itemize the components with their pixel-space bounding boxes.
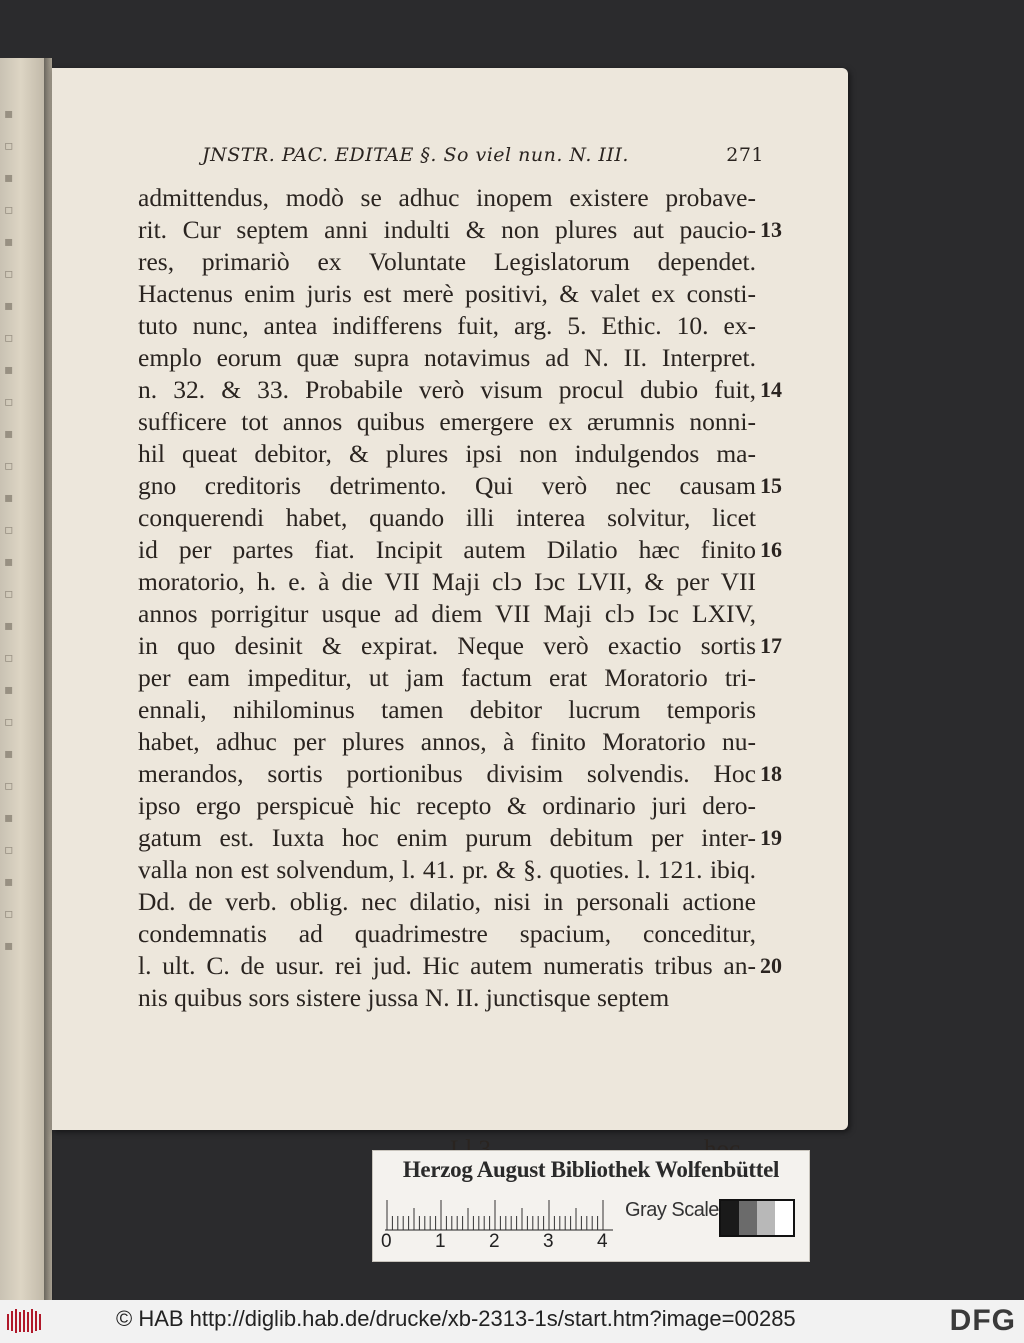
line-text: res, primariò ex Voluntate Legislatorum dependet. [138, 247, 756, 276]
marginal-number: 13 [760, 217, 782, 242]
line-text: in quo desinit & expirat. Neque verò exactio sortis [138, 631, 756, 660]
line-text: gatum est. Iuxta hoc enim purum debitum per inter- [138, 823, 756, 852]
ruler-label: 3 [543, 1231, 554, 1252]
text-line [138, 470, 788, 502]
text-line [138, 214, 788, 246]
text-line [138, 854, 788, 886]
text-line [138, 790, 788, 822]
line-text: hil queat debitor, & plures ipsi non indulgendos ma- [138, 439, 756, 468]
copyright-url[interactable]: © HAB http://diglib.hab.de/drucke/xb-2313-1s/start.htm?image=00285 [116, 1306, 796, 1331]
text-line [138, 630, 788, 662]
text-line [138, 502, 788, 534]
text-line [138, 566, 788, 598]
marginal-number: 15 [760, 473, 782, 498]
gray-swatch [775, 1201, 793, 1235]
line-text: annos porrigitur usque ad diem VII Maji clↄ Iↄc LXIV, [138, 599, 756, 628]
page-number: 271 [726, 144, 764, 166]
marginal-number: 20 [760, 953, 782, 978]
text-line [138, 822, 788, 854]
text-line [138, 950, 788, 982]
line-text: valla non est solvendum, l. 41. pr. & §. quoties. l. 121. ibiq. [138, 855, 756, 884]
line-text: admittendus, modò se adhuc inopem existere probave- [138, 183, 756, 212]
gray-swatch [757, 1201, 775, 1235]
line-text: gno creditoris detrimento. Qui verò nec causam [138, 471, 756, 500]
line-text: merandos, sortis portionibus divisim solvendis. Hoc [138, 759, 756, 788]
ruler-label: 4 [597, 1231, 608, 1252]
marginal-number: 17 [760, 633, 782, 658]
ruler-scale [385, 1197, 615, 1231]
adjacent-page-marks: ▪ ▫ ▪ ▫ ▪ ▫ ▪ ▫ ▪ ▫ ▪ ▫ ▪ ▫ ▪ ▫ ▪ ▫ ▪ ▫ ▪ ▫ ▪ ▫ ▪ ▫ ▪ [4, 106, 14, 954]
reference-card [372, 1150, 810, 1262]
marginal-number: 16 [760, 537, 782, 562]
body-text [138, 182, 788, 1014]
line-text: Dd. de verb. oblig. nec dilatio, nisi in personali actione [138, 887, 756, 916]
line-text: per eam impeditur, ut jam factum erat Moratorio tri- [138, 663, 756, 692]
marginal-number: 19 [760, 825, 782, 850]
ruler-label: 2 [489, 1231, 500, 1252]
text-line [138, 918, 788, 950]
text-line [138, 694, 788, 726]
text-line [138, 886, 788, 918]
line-text: emplo eorum quæ supra notavimus ad N. II. Interpret. [138, 343, 756, 372]
text-line [138, 246, 788, 278]
line-text: sufficere tot annos quibus emergere ex ærumnis nonni- [138, 407, 756, 436]
line-text: nis quibus sors sistere jussa N. II. junctisque septem [138, 983, 670, 1012]
text-line [138, 438, 788, 470]
line-text: tuto nunc, antea indifferens fuit, arg. 5. Ethic. 10. ex- [138, 311, 756, 340]
document-page [52, 68, 848, 1130]
text-line [138, 406, 788, 438]
text-line [138, 310, 788, 342]
library-name: Herzog August Bibliothek Wolfenbüttel [402, 1157, 780, 1182]
text-line [138, 374, 788, 406]
line-text: condemnatis ad quadrimestre spacium, conceditur, [138, 919, 756, 948]
line-text: Hactenus enim juris est merè positivi, & valet ex consti- [138, 279, 756, 308]
line-text: id per partes fiat. Incipit autem Dilatio hæc finito [138, 535, 756, 564]
dfg-logo: DFG [949, 1304, 1016, 1337]
ruler-label: 0 [381, 1231, 392, 1252]
running-head-title: JNSTR. PAC. EDITAE §. So viel nun. N. III. [202, 144, 629, 166]
running-head [202, 144, 762, 174]
line-text: n. 32. & 33. Probabile verò visum procul dubio fuit, [138, 375, 756, 404]
ruler-labels [381, 1231, 621, 1255]
text-line [138, 662, 788, 694]
text-line [138, 534, 788, 566]
line-text: rit. Cur septem anni indulti & non plures aut paucio- [138, 215, 756, 244]
line-text: habet, adhuc per plures annos, à finito Moratorio nu- [138, 727, 756, 756]
gray-scale-label: Gray Scale [625, 1199, 719, 1221]
text-line [138, 758, 788, 790]
text-line [138, 982, 788, 1014]
line-text: ipso ergo perspicuè hic recepto & ordinario juri dero- [138, 791, 756, 820]
line-text: ennali, nihilominus tamen debitor lucrum temporis [138, 695, 756, 724]
footer-bar [0, 1300, 1024, 1343]
text-line [138, 182, 788, 214]
gray-swatch [739, 1201, 757, 1235]
hab-logo-icon [6, 1308, 44, 1334]
text-line [138, 598, 788, 630]
gray-swatch [721, 1201, 739, 1235]
marginal-number: 18 [760, 761, 782, 786]
line-text: l. ult. C. de usur. rei jud. Hic autem numeratis tribus an- [138, 951, 756, 980]
text-line [138, 342, 788, 374]
gray-scale-swatches [719, 1199, 795, 1237]
text-line [138, 278, 788, 310]
marginal-number: 14 [760, 377, 782, 402]
line-text: conquerendi habet, quando illi interea solvitur, licet [138, 503, 756, 532]
text-line [138, 726, 788, 758]
line-text: moratorio, h. e. à die VII Maji clↄ Iↄc LVII, & per VII [138, 567, 756, 596]
ruler-label: 1 [435, 1231, 446, 1252]
